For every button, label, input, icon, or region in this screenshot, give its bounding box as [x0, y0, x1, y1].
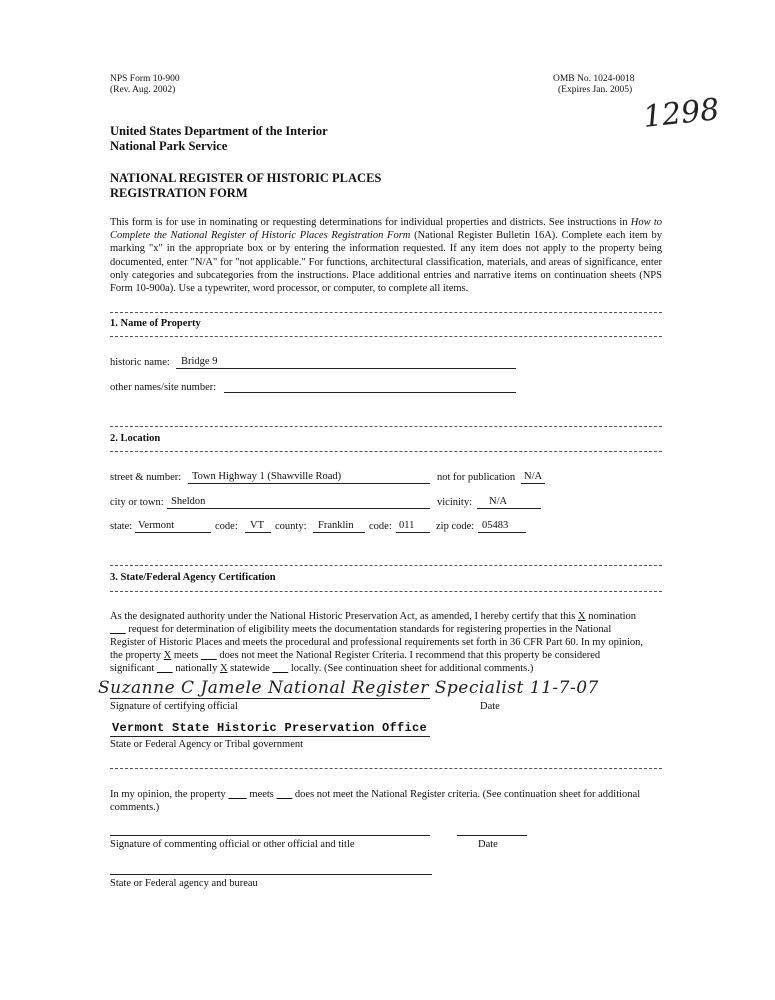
- commenting-signature-line[interactable]: [110, 835, 430, 836]
- opinion-line-1: In my opinion, the property meets does not meet the National Register criteria. (See continuation sheet for additional: [110, 789, 641, 800]
- commenting-date-line[interactable]: [457, 835, 527, 836]
- county-code-value[interactable]: 011: [399, 520, 415, 531]
- not-for-publication-value[interactable]: N/A: [524, 471, 543, 482]
- opinion-meets-blank[interactable]: [228, 789, 246, 800]
- zip-line: [478, 532, 526, 533]
- form-revision: (Rev. Aug. 2002): [110, 85, 176, 95]
- not-for-publication-label: not for publication: [437, 472, 516, 483]
- divider: [110, 768, 662, 769]
- handwritten-number: 1298: [641, 92, 721, 135]
- section-1-heading: 1. Name of Property: [110, 318, 201, 329]
- opinion-line-2: comments.): [110, 802, 160, 813]
- opinion-does-not-meet-blank[interactable]: [277, 789, 293, 800]
- section-2-heading: 2. Location: [110, 433, 161, 444]
- street-value[interactable]: Town Highway 1 (Shawville Road): [192, 471, 342, 482]
- county-line: [313, 532, 365, 533]
- certification-line-3: Register of Historic Places and meets the procedural and professional requirements set forth in 36 CFR Part 60. In my opinion,: [110, 637, 644, 648]
- form-id: NPS Form 10-900: [110, 74, 180, 84]
- city-label: city or town:: [110, 497, 164, 508]
- request-blank[interactable]: [110, 624, 126, 635]
- divider: [110, 426, 662, 427]
- state-line: [135, 532, 211, 533]
- signature-line: [110, 698, 430, 699]
- office-name[interactable]: Vermont State Historic Preservation Office: [112, 721, 428, 735]
- divider: [110, 451, 662, 452]
- divider: [110, 565, 662, 566]
- state-value[interactable]: Vermont: [138, 520, 175, 531]
- vicinity-line: [477, 508, 541, 509]
- certification-line-2: request for determination of eligibility meets the documentation standards for registering properties in the National: [110, 623, 611, 636]
- locally-blank[interactable]: [272, 663, 288, 674]
- agency-line-2: National Park Service: [110, 139, 228, 153]
- form-title-line-1: NATIONAL REGISTER OF HISTORIC PLACES: [110, 171, 382, 185]
- omb-number: OMB No. 1024-0018: [553, 74, 635, 84]
- city-value[interactable]: Sheldon: [171, 496, 206, 507]
- state-code-label: code:: [215, 521, 238, 532]
- office-line: [110, 736, 430, 737]
- historic-name-value[interactable]: Bridge 9: [181, 356, 218, 367]
- historic-name-label: historic name:: [110, 357, 170, 368]
- divider: [110, 336, 662, 337]
- bureau-label: State or Federal agency and bureau: [110, 878, 258, 889]
- state-code-value[interactable]: VT: [250, 520, 264, 531]
- state-code-line: [245, 532, 271, 533]
- date-label: Date: [480, 701, 500, 712]
- zip-value[interactable]: 05483: [482, 520, 509, 531]
- street-line: [188, 483, 430, 484]
- certification-line-1: As the designated authority under the National Historic Preservation Act, as amended, I hereby certify that this X nomination: [110, 611, 637, 622]
- county-code-label: code:: [369, 521, 392, 532]
- divider: [110, 312, 662, 313]
- other-names-line[interactable]: [224, 392, 516, 393]
- nationally-blank[interactable]: [157, 663, 173, 674]
- county-label: county:: [275, 521, 307, 532]
- omb-expires: (Expires Jan. 2005): [558, 85, 633, 95]
- not-for-publication-line: [521, 483, 545, 484]
- commenting-signature-label: Signature of commenting official or other official and title: [110, 839, 355, 850]
- county-code-line: [396, 532, 430, 533]
- other-names-label: other names/site number:: [110, 382, 217, 393]
- vicinity-label: vicinity:: [437, 497, 472, 508]
- divider: [110, 591, 662, 592]
- form-title-line-2: REGISTRATION FORM: [110, 186, 248, 200]
- state-label: state:: [110, 521, 133, 532]
- certification-line-5: significant nationally X statewide locally. (See continuation sheet for additional comments.): [110, 663, 534, 674]
- nomination-mark[interactable]: X: [578, 611, 586, 622]
- section-3-heading: 3. State/Federal Agency Certification: [110, 572, 276, 583]
- certification-line-4: the property X meets does not meet the National Register Criteria. I recommend that this property be considered: [110, 650, 601, 661]
- commenting-date-label: Date: [478, 839, 498, 850]
- statewide-mark[interactable]: X: [219, 663, 228, 674]
- does-not-meet-blank[interactable]: [201, 650, 217, 661]
- county-value[interactable]: Franklin: [318, 520, 354, 531]
- zip-label: zip code:: [436, 521, 475, 532]
- vicinity-value[interactable]: N/A: [489, 496, 508, 507]
- agency-line-1: United States Department of the Interior: [110, 124, 328, 138]
- office-label: State or Federal Agency or Tribal government: [110, 739, 304, 750]
- bureau-line[interactable]: [110, 874, 432, 875]
- city-line: [167, 508, 430, 509]
- intro-paragraph: This form is for use in nominating or requesting determinations for individual properties and districts. See instructions in How to Complete the National Register of Historic Places Registration Form (National Register Bulletin 16A). Complete each item by marking "x" in the appropriate box or by entering the information requested. If any item does not apply to the property being documented, enter "N/A" for "not applicable." For functions, architectural classification, materials, and areas of significance, enter only categories and subcategories from the instructions. Place additional entries and narrative items on continuation sheets (NPS Form 10-900a). Use a typewriter, word processor, or computer, to complete all items.: [110, 217, 663, 295]
- signature-label: Signature of certifying official: [110, 701, 238, 712]
- meets-mark[interactable]: X: [163, 650, 172, 661]
- historic-name-line: [176, 368, 516, 369]
- street-label: street & number:: [110, 472, 182, 483]
- handwritten-signature: Suzanne C Jamele National Register Specialist 11-7-07: [98, 678, 599, 698]
